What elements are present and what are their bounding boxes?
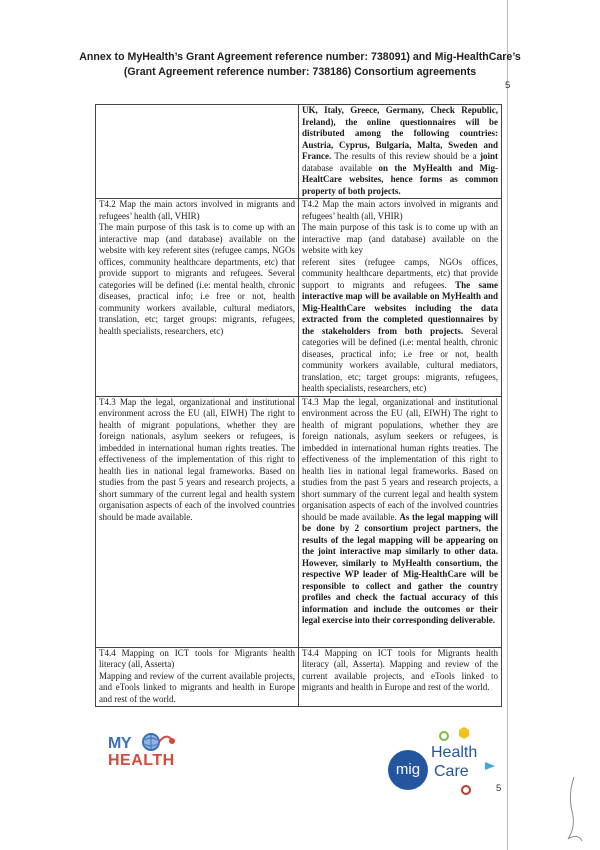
cell-left-t42: T4.2 Map the main actors involved in migrants and refugees’ health (all, VHIR) The main purpose of this task is to come up with an interactive map (and database) available on the website with key referent sites (refugee camps, NGOs offices, community healthcare departments, etc) that provide support to migrants and refugees. Several categories will be defined (i.e: mental health, chronic diseases, practical info; i.e free or not, health community workers available, cultural mediators, translation, etc; target groups: migrants, refugees, health specialists, researchers, etc): [96, 199, 299, 397]
scan-edge-line: [505, 0, 511, 850]
handwritten-signature: [560, 775, 590, 845]
mig-healthcare-logo: [384, 724, 494, 796]
cell-right-countries: [299, 105, 502, 199]
page-header: [70, 50, 530, 80]
small-ring-icon: [460, 784, 472, 796]
table-row: [96, 396, 502, 647]
myhealth-logo: [108, 735, 184, 773]
circle-ring-icon: [438, 730, 450, 742]
tasks-table: [95, 104, 502, 707]
cell-right-t44: T4.4 Mapping on ICT tools for Migrants health literacy (all, Asserta). Mapping and review of the current available projects, and eTools linked to migrants and health in Europe and rest of the world.: [299, 647, 502, 707]
text-bold: The same interactive map will be available on MyHealth and Mig-HealthCare websites including the data extracted from the completed questionnaires by the stakeholders from both projects.: [302, 279, 498, 336]
globe-stethoscope-icon: [140, 731, 176, 753]
header-line-1: Annex to MyHealth’s Grant Agreement reference number: 738091) and Mig-HealthCare’s: [79, 51, 521, 63]
cell-left-empty: [96, 105, 299, 199]
mig-circle-badge: mig: [388, 750, 428, 790]
page-number-bottom: 5: [496, 783, 502, 794]
cell-right-t43: [299, 396, 502, 647]
logo-care-word: Care: [434, 763, 469, 780]
header-line-2: (Grant Agreement reference number: 738186) Consortium agreements: [123, 66, 477, 78]
logo-my-text: MY: [108, 735, 131, 752]
cell-left-t43: T4.3 Map the legal, organizational and institutional environment across the EU (all, EIWH) The right to health of migrant populations, whether they are foreign nationals, asylum seekers or refugees, is imbedded in international human rights treaties. The effectiveness of the implementation of this right to health lies in national legal frameworks. Based on studies from the past 5 years and research projects, a short summary of the current legal and health system organisation aspects of each of the involved countries should be made available.: [96, 396, 299, 647]
text-plain: Several categories will be defined (i.e: mental health, chronic diseases, practical info; i.e free or not, health community workers available, cultural mediators, translation, etc; target groups: migrants, refugees, health specialists, researchers, etc): [302, 325, 498, 393]
table-row: [96, 199, 502, 397]
logo-health-text: HEALTH: [108, 752, 175, 769]
text-bold: joint: [480, 151, 498, 161]
text-plain: T4.3 Map the legal, organizational and institutional environment across the EU (all, EIWH) The right to health of migrant populations, whether they are foreign nationals, asylum seekers or refugees, is imbedded in international human rights treaties. The effectiveness of the implementation of this right to health lies in national legal frameworks. Based on studies from the past 5 years and research projects, a short summary of the current legal and health system organisation aspects of each of the involved countries should be made available.: [302, 396, 498, 522]
triangle-shape-icon: [484, 760, 496, 772]
cell-right-t42: [299, 199, 502, 397]
table-row: [96, 647, 502, 707]
text-bold: UK, Italy, Greece, Germany, Check Republic, Ireland), the online questionnaires will be distributed among the following countries: Austria, Cyprus, Bulgaria, Malta, Sweden and France.: [302, 105, 498, 161]
text-plain: T4.2 Map the main actors involved in migrants and refugees’ health (all, VHIR) The main purpose of this task is to come up with an interactive map (and database) available on the website with key referent sites (refugee camps, NGOs offices, community healthcare departments, etc) that provide support to migrants and refugees.: [302, 199, 498, 290]
cell-left-t44: T4.4 Mapping on ICT tools for Migrants health literacy (all, Asserta) Mapping and review of the current available projects, and eTools linked to migrants and health in Europe and rest of the world.: [96, 647, 299, 707]
text-plain: database available: [302, 162, 379, 173]
hexagon-shape-icon: [457, 726, 471, 740]
text-plain: The results of this review should be a: [331, 151, 480, 161]
page-number-top: 5: [505, 80, 511, 91]
logo-health-word: Health: [431, 744, 478, 761]
text-bold: on the MyHealth and Mig-HealtCare websites, hence forms as common property of both projects.: [302, 162, 499, 196]
text-bold: As the legal mapping will be done by 2 consortium project partners, the results of the legal mapping will be appearing on the joint interactive map similarly to other data. However, similarly to MyHealth consortium, the respective WP leader of Mig-HealthCare will be responsible to collect and gather the country profiles and check the factual accuracy of this information and include the outcomes or their legal exercise into their corresponding deliverable.: [302, 511, 499, 625]
table-row: [96, 105, 502, 199]
